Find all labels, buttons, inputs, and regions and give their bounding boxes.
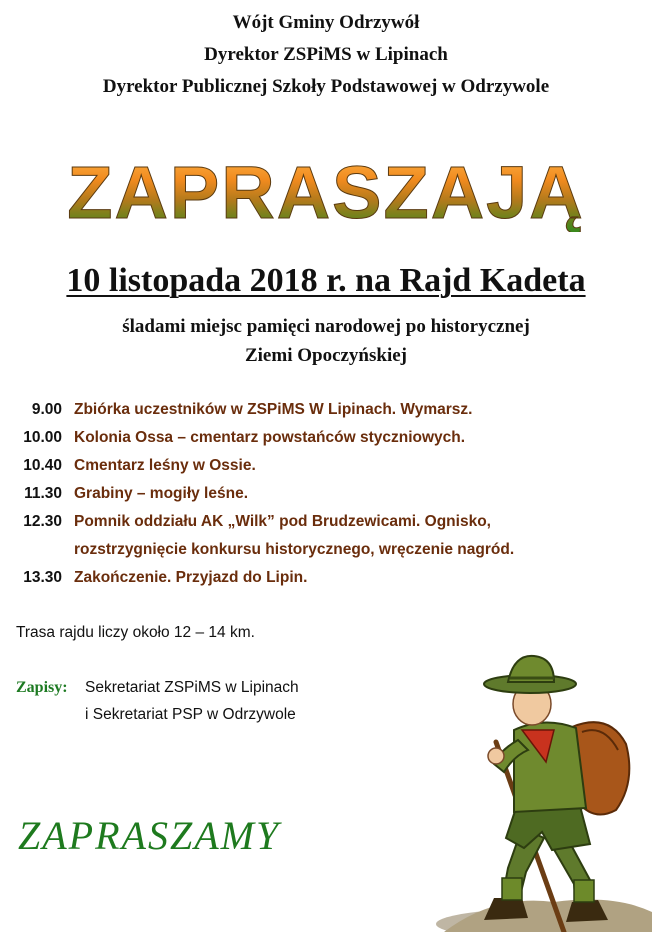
scout-hiker-illustration bbox=[404, 632, 652, 932]
schedule-time: 10.40 bbox=[23, 457, 62, 474]
closing-text: ZAPRASZAMY bbox=[18, 813, 281, 858]
schedule-time: 13.30 bbox=[23, 569, 62, 586]
schedule-time: 9.00 bbox=[31, 401, 62, 418]
schedule-time: 11.30 bbox=[24, 485, 62, 502]
headline-banner bbox=[0, 152, 652, 232]
registration-line-2: i Sekretariat PSP w Odrzywole bbox=[85, 706, 296, 723]
schedule-desc: Cmentarz leśny w Ossie. bbox=[74, 457, 256, 474]
headline-text: ZAPRASZAJĄ bbox=[67, 152, 585, 232]
event-date-text: 10 listopada 2018 r. na Rajd Kadeta bbox=[66, 262, 586, 299]
organizer-line-3: Dyrektor Publicznej Szkoły Podstawowej w Odrzywole bbox=[102, 76, 550, 97]
organizer-line-2: Dyrektor ZSPiMS w Lipinach bbox=[204, 44, 448, 65]
event-date bbox=[0, 262, 652, 300]
schedule-desc: rozstrzygnięcie konkursu historycznego, wręczenie nagród. bbox=[74, 541, 515, 558]
subtitle-line-1: śladami miejsc pamięci narodowej po historycznej bbox=[122, 316, 530, 337]
schedule-desc: Kolonia Ossa – cmentarz powstańców styczniowych. bbox=[74, 429, 466, 446]
registration-label: Zapisy: bbox=[16, 679, 68, 696]
registration-line-1: Sekretariat ZSPiMS w Lipinach bbox=[85, 679, 299, 696]
route-note: Trasa rajdu liczy około 12 – 14 km. bbox=[16, 624, 255, 641]
subtitle-line-2: Ziemi Opoczyńskiej bbox=[244, 345, 408, 366]
organizer-line-1: Wójt Gminy Odrzywół bbox=[232, 12, 420, 33]
schedule-time: 10.00 bbox=[23, 429, 62, 446]
schedule-desc: Zbiórka uczestników w ZSPiMS W Lipinach. Wymarsz. bbox=[74, 401, 473, 418]
schedule-desc: Pomnik oddziału AK „Wilk” pod Brudzewicami. Ognisko, bbox=[74, 513, 491, 530]
schedule-desc: Grabiny – mogiły leśne. bbox=[74, 485, 249, 502]
schedule-desc: Zakończenie. Przyjazd do Lipin. bbox=[74, 569, 308, 586]
schedule-time: 12.30 bbox=[23, 513, 62, 530]
